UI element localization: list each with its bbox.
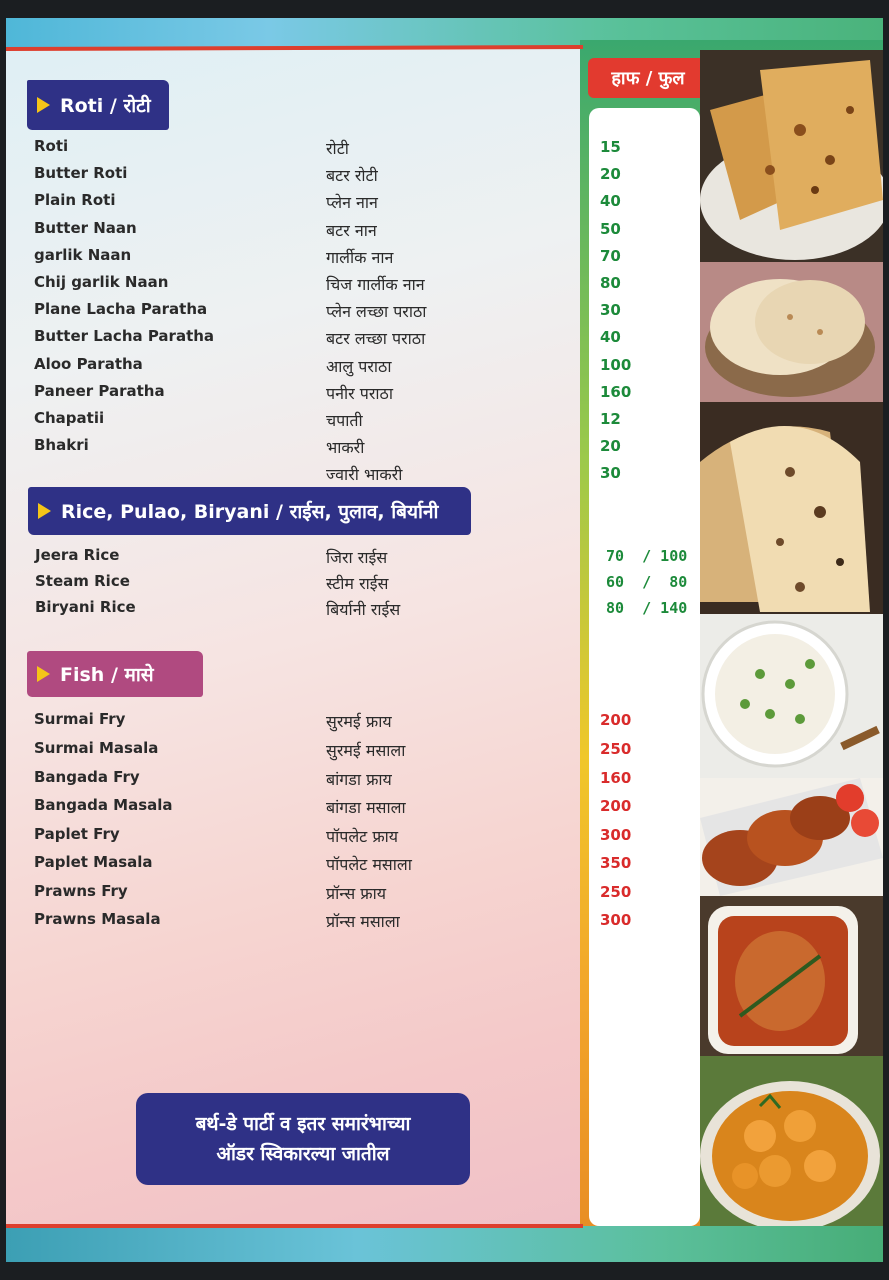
item-name-en: Steam Rice [35,572,130,590]
item-name-en: Paplet Masala [34,853,153,871]
item-name-en: Surmai Masala [34,739,159,757]
item-name-mr: स्टीम राईस [326,574,389,593]
half-full-price-header: हाफ / फुल [588,58,708,98]
item-name-mr: भाकरी [326,438,365,457]
fish-fry-photo [700,778,883,896]
prawns-masala-photo [700,1056,883,1226]
chapati-photo [700,262,883,402]
item-name-mr: ज्वारी भाकरी [326,465,403,484]
menu-item-row [0,710,700,732]
item-name-mr: रोटी [326,139,349,158]
menu-item-row [0,739,700,761]
menu-item-row [0,598,700,620]
stuffed-paratha-photo [700,50,883,262]
item-name-en: Paneer Paratha [34,382,165,400]
menu-item-row [0,355,700,377]
item-name-mr: पनीर पराठा [326,384,393,403]
section-badge-roti [27,80,169,130]
menu-item-row [0,164,700,186]
item-name-en: Bhakri [34,436,89,454]
item-price: 300 [600,826,632,844]
item-price: 15 [600,138,621,156]
item-name-en: Butter Roti [34,164,128,182]
menu-item-row [0,273,700,295]
item-name-mr: सुरमई मसाला [326,741,406,760]
menu-item-row [0,327,700,349]
menu-item-row [0,137,700,159]
menu-item-row [0,382,700,404]
item-name-mr: बटर रोटी [326,166,378,185]
item-price: 20 [600,437,621,455]
item-name-en: Chapatii [34,409,105,427]
decorative-bottom-border [6,1226,883,1262]
menu-item-row [0,882,700,904]
item-name-mr: प्रॉन्स मसाला [326,912,400,931]
menu-item-row [0,463,700,485]
menu-item-row [0,246,700,268]
item-name-en: Surmai Fry [34,710,126,728]
menu-item-row [0,768,700,790]
play-triangle-icon [37,97,50,113]
item-name-en: Biryani Rice [35,598,136,616]
item-price: 30 [600,464,621,482]
item-price-half-full: 70 / 100 [606,547,688,565]
item-price: 12 [600,410,621,428]
red-divider-bottom [6,1224,583,1228]
menu-item-row [0,546,700,568]
item-name-en: Bangada Masala [34,796,173,814]
section-title-roti: Roti / रोटी [60,95,151,117]
item-name-en: Prawns Masala [34,910,161,928]
item-name-mr: बांगडा मसाला [326,798,406,817]
menu-item-row [0,910,700,932]
menu-item-row [0,409,700,431]
item-name-mr: प्रॉन्स फ्राय [326,884,387,903]
menu-item-row [0,796,700,818]
item-name-mr: गार्लीक नान [326,248,394,267]
item-name-en: Butter Lacha Paratha [34,327,215,345]
item-price: 40 [600,328,621,346]
item-price: 100 [600,356,632,374]
item-name-en: Chij garlik Naan [34,273,169,291]
item-price: 30 [600,301,621,319]
party-order-notice [136,1093,470,1185]
section-badge-fish [27,651,203,697]
item-name-mr: बटर नान [326,221,377,240]
item-price: 300 [600,911,632,929]
fish-curry-photo [700,896,883,1056]
item-price-half-full: 60 / 80 [606,573,688,591]
notice-line-2: ऑडर स्विकारल्या जातील [216,1143,390,1165]
menu-item-row [0,300,700,322]
item-price: 200 [600,711,632,729]
item-price: 50 [600,220,621,238]
item-price: 250 [600,883,632,901]
item-name-en: Plain Roti [34,191,116,209]
item-name-en: Butter Naan [34,219,137,237]
naan-photo [700,402,883,614]
menu-item-row [0,825,700,847]
menu-item-row [0,436,700,458]
menu-item-row [0,219,700,241]
play-triangle-icon [38,503,51,519]
menu-item-row [0,853,700,875]
item-name-en: Jeera Rice [35,546,120,564]
item-name-mr: प्लेन लच्छा पराठा [326,302,427,321]
menu-item-row [0,572,700,594]
item-name-en: Bangada Fry [34,768,140,786]
item-name-mr: सुरमई फ्राय [326,712,392,731]
item-price: 20 [600,165,621,183]
section-badge-rice [28,487,471,535]
item-name-mr: पॉपलेट मसाला [326,855,412,874]
item-name-en: Paplet Fry [34,825,120,843]
item-name-mr: प्लेन नान [326,193,378,212]
menu-item-row [0,191,700,213]
notice-line-1: बर्थ-डे पार्टी व इतर समारंभाच्या [195,1113,411,1135]
item-price: 200 [600,797,632,815]
item-price: 350 [600,854,632,872]
item-name-mr: चपाती [326,411,363,430]
item-name-mr: चिज गार्लीक नान [326,275,425,294]
item-price-half-full: 80 / 140 [606,599,688,617]
item-price: 40 [600,192,621,210]
item-name-mr: बिर्यानी राईस [326,600,401,619]
item-name-mr: आलु पराठा [326,357,392,376]
item-price: 80 [600,274,621,292]
section-title-rice: Rice, Pulao, Biryani / राईस, पुलाव, बिर्यानी [61,501,439,523]
item-price: 160 [600,383,632,401]
item-price: 160 [600,769,632,787]
item-name-mr: बटर लच्छा पराठा [326,329,426,348]
jeera-rice-photo [700,614,883,778]
item-price: 70 [600,247,621,265]
item-name-en: Plane Lacha Paratha [34,300,208,318]
item-name-en: Roti [34,137,69,155]
section-title-fish: Fish / मासे [60,664,154,686]
play-triangle-icon [37,666,50,682]
item-name-en: Aloo Paratha [34,355,143,373]
item-name-mr: पॉपलेट फ्राय [326,827,399,846]
item-name-mr: जिरा राईस [326,548,388,567]
item-name-en: garlik Naan [34,246,132,264]
item-name-en: Prawns Fry [34,882,128,900]
item-price: 250 [600,740,632,758]
item-name-mr: बांगडा फ्राय [326,770,392,789]
